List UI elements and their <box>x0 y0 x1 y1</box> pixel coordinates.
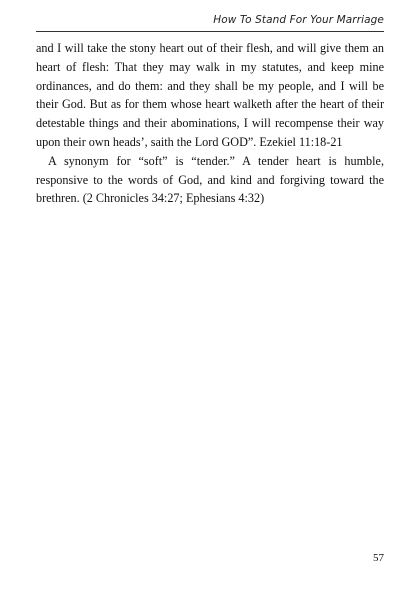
page-number: 57 <box>373 552 384 564</box>
paragraph-tender-heart: A synonym for “soft” is “tender.” A tender heart is humble, responsive to the words of God, and kind and forgiving toward the brethren. (2 Chronicles 34:27; Ephesians 4:32) <box>36 153 384 206</box>
body-text <box>36 39 384 208</box>
running-header-title: How To Stand For Your Marriage <box>213 14 384 26</box>
header-divider <box>36 31 384 32</box>
paragraph-scripture-continuation: and I will take the stony heart out of their flesh, and will give them an heart of flesh: That they may walk in my statutes, and keep mine ordinances, and do them: and they shall be my people, and I will be their God. But as for them whose heart walketh after the heart of their detestable things and their abominations, I will recompense their way upon their own heads’, saith the Lord GOD”. Ezekiel 11:18-21 <box>36 41 384 149</box>
